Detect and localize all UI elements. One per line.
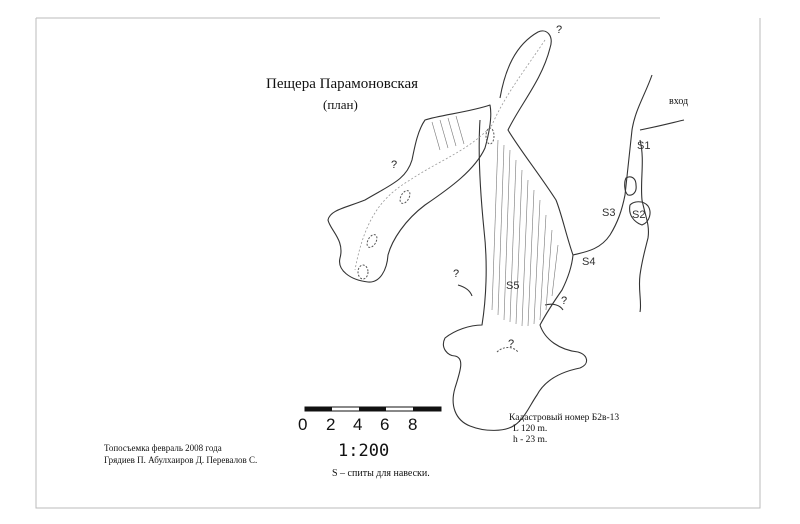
cave-length: L 120 m. <box>513 423 548 434</box>
station-s5: S5 <box>506 280 520 292</box>
cadastre-number: Кадастровый номер Б2в-13 <box>509 413 620 423</box>
boulders <box>358 128 518 352</box>
scale-bar <box>305 407 441 411</box>
map-subtitle: (план) <box>323 97 358 112</box>
scale-tick-4: 4 <box>353 415 363 434</box>
scale-tick-8: 8 <box>408 415 418 434</box>
survey-date: Топосъемка февраль 2008 года <box>104 443 222 453</box>
entrance-label: вход <box>669 96 689 107</box>
scale-ratio: 1:200 <box>338 441 390 461</box>
unexplored-mark: ? <box>391 159 398 171</box>
legend-note: S – спиты для навески. <box>332 468 430 479</box>
scale-tick-2: 2 <box>326 415 336 434</box>
station-s1: S1 <box>637 140 651 152</box>
cave-centerline <box>355 40 545 270</box>
survey-authors: Грядиев П. Абулхаиров Д. Перевалов С. <box>104 455 258 465</box>
scale-tick-6: 6 <box>380 415 390 434</box>
unexplored-mark: ? <box>561 295 568 307</box>
unexplored-mark: ? <box>556 24 563 36</box>
map-title: Пещера Парамоновская <box>266 76 419 92</box>
station-s3: S3 <box>602 207 616 219</box>
unexplored-mark: ? <box>508 338 515 350</box>
station-s2: S2 <box>632 209 646 221</box>
unexplored-mark: ? <box>453 268 460 280</box>
station-s4: S4 <box>582 256 596 268</box>
scale-tick-0: 0 <box>298 415 308 434</box>
survey-credits <box>104 444 257 465</box>
slope-hatching <box>432 116 558 326</box>
cave-depth: h - 23 m. <box>513 434 548 445</box>
cadastre-block <box>509 413 619 446</box>
